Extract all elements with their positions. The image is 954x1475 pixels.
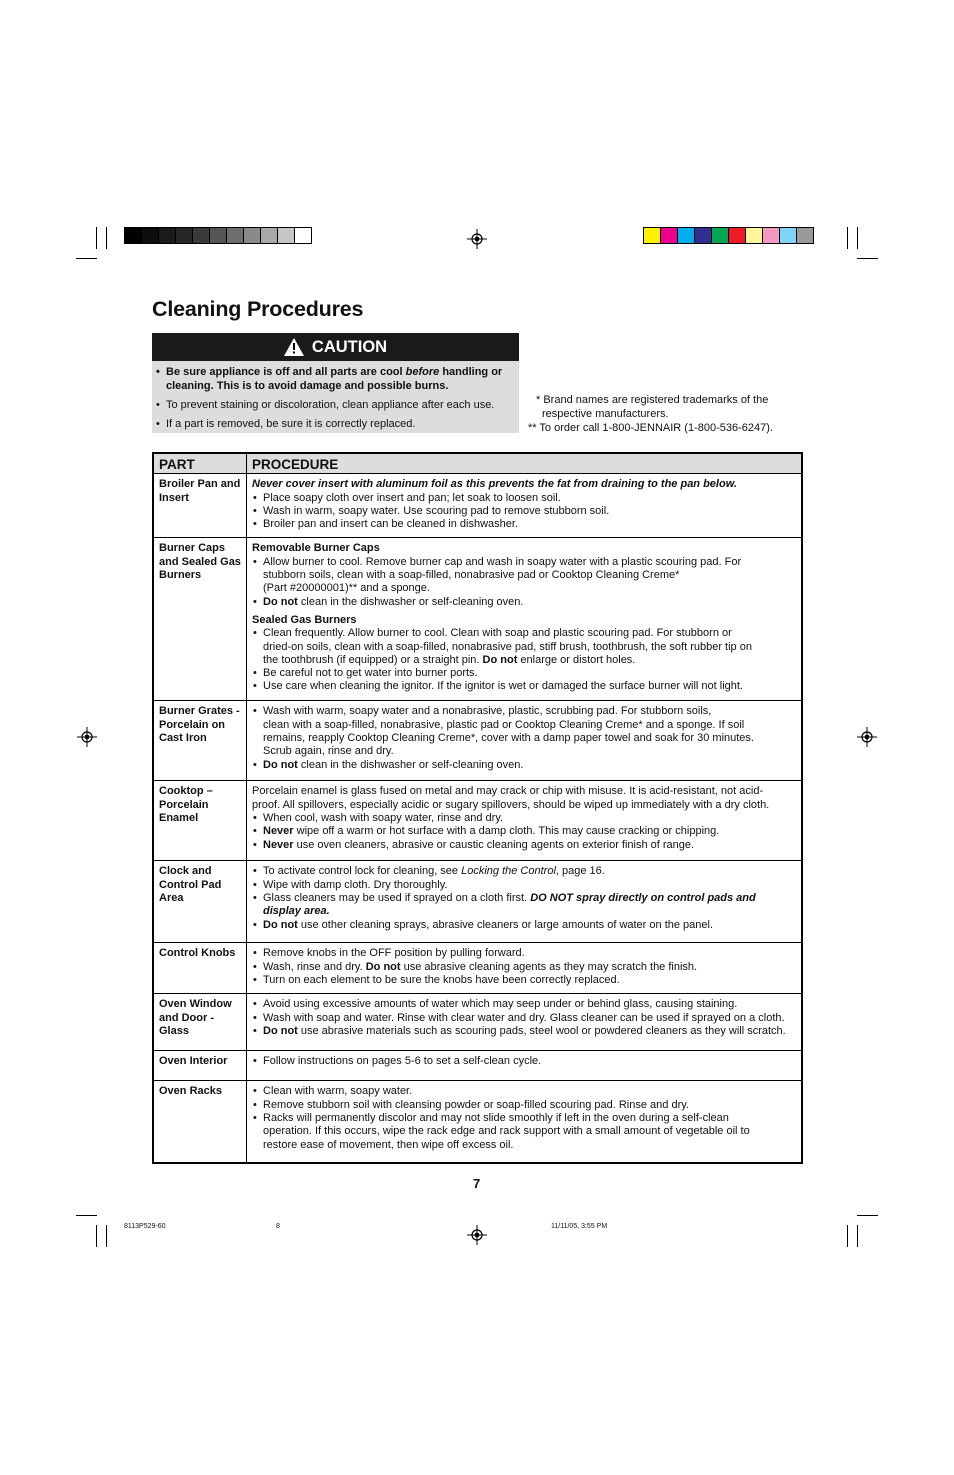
part-cell: Oven Racks [153,1081,247,1163]
table-row [153,701,802,781]
table-row [153,474,802,538]
color-swatch [779,227,797,244]
crop-mark [847,1225,848,1247]
procedure-cell: • Remove knobs in the OFF position by pulling forward. • Wash, rinse and dry. Do not use abrasive cleaning agents as they may scratch the finish. • Turn on each element to be sure the knobs have been correctly replaced. [247,943,803,994]
crop-mark [857,1215,878,1216]
color-swatch [711,227,729,244]
procedure-cell: • Follow instructions on pages 5-6 to set a self-clean cycle. [247,1051,803,1081]
procedure-cell: • Wash with warm, soapy water and a nonabrasive, plastic, scrubbing pad. For stubborn soils, clean with a soap-filled, nonabrasive, plastic pad or Cooktop Cleaning Creme* and a sponge. If soil remains, reapply Cooktop Cleaning Creme*, cover with a damp paper towel and soak for 30 minutes. Scrub again, rinse and dry. • Do not clean in the dishwasher or self-cleaning oven. [247,701,803,781]
color-swatch [209,227,227,244]
color-swatch [124,227,142,244]
color-swatch [728,227,746,244]
crop-mark [96,227,97,249]
table-row [153,1051,802,1081]
caution-item: • If a part is removed, be sure it is correctly replaced. [156,417,511,431]
crop-mark [106,1225,107,1247]
registration-mark-icon [857,727,877,747]
crop-mark [96,1225,97,1247]
color-swatch [694,227,712,244]
page-number: 7 [473,1176,481,1191]
trademark-note: * Brand names are registered trademarks of the respective manufacturers. [536,394,769,420]
part-cell: Clock and Control Pad Area [153,861,247,943]
part-cell: Control Knobs [153,943,247,994]
procedure-cell: Never cover insert with aluminum foil as this prevents the fat from draining to the pan below. • Place soapy cloth over insert and pan; let soak to loosen soil. • Wash in warm, soapy water. Use scouring pad to remove stubborn soil. • Broiler pan and insert can be cleaned in dishwasher. [247,474,803,538]
crop-mark [857,1225,858,1247]
color-swatch [277,227,295,244]
color-swatch [192,227,210,244]
color-swatch [158,227,176,244]
footer-timestamp: 11/11/05, 3:55 PM [551,1223,608,1230]
footer-job-id: 8113P529-60 [124,1223,166,1230]
page-title: Cleaning Procedures [152,297,364,321]
cleaning-procedures-table [152,452,803,1164]
color-swatch [294,227,312,244]
part-cell: Oven Interior [153,1051,247,1081]
color-swatch [243,227,261,244]
color-swatch [141,227,159,244]
caution-box [152,333,519,433]
crop-mark [76,258,97,259]
color-swatch [175,227,193,244]
part-cell: Oven Window and Door - Glass [153,994,247,1051]
caution-item: • Be sure appliance is off and all parts are cool before handling or cleaning. This is to avoid damage and possible burns. [156,365,511,393]
color-swatch [660,227,678,244]
table-row [153,943,802,994]
table-row [153,781,802,861]
table-row [153,861,802,943]
procedure-cell: Porcelain enamel is glass fused on metal and may crack or chip with misuse. It is acid-resistant, not acid- proof. All spillovers, especially acidic or sugary spillovers, should be wiped up immediately with a dry cloth. • When cool, wash with soapy water, rinse and dry. • Never wipe off a warm or hot surface with a damp cloth. This may cause cracking or chipping. • Never use oven cleaners, abrasive or caustic cleaning agents on exterior finish of range. [247,781,803,861]
registration-mark-icon [467,1225,487,1245]
caution-label: CAUTION [311,337,388,356]
procedure-cell: Removable Burner Caps • Allow burner to cool. Remove burner cap and wash in soapy water with a plastic scouring pad. For stubborn soils, clean with a soap-filled, nonabrasive pad or Cooktop Cleaning Creme* (Part #20000001)** and a sponge. • Do not clean in the dishwasher or self-cleaning oven. Sealed Gas Burners • Clean frequently. Allow burner to cool. Clean with soap and plastic scouring pad. For stubborn or dried-on soils, clean with a soap-filled, nonabrasive pad, stiff brush, toothbrush, the soft rubber tip on the toothbrush (if equipped) or a straight pin. Do not enlarge or distort holes. • Be careful not to get water into burner ports. • Use care when cleaning the ignitor. If the ignitor is wet or damaged the surface burner will not light. [247,538,803,701]
table-row [153,1081,802,1163]
crop-mark [76,1215,97,1216]
color-swatch [260,227,278,244]
registration-mark-icon [77,727,97,747]
procedure-cell: • To activate control lock for cleaning, see Locking the Control, page 16. • Wipe with damp cloth. Dry thoroughly. • Glass cleaners may be used if sprayed on a cloth first. DO NOT spray directly on control pads and display area. • Do not use other cleaning sprays, abrasive cleaners or large amounts of water on the panel. [247,861,803,943]
crop-mark [857,258,878,259]
table-row [153,538,802,701]
table-row [153,994,802,1051]
column-header-part: PART [153,453,247,474]
color-swatch [643,227,661,244]
color-swatch [762,227,780,244]
part-cell: Cooktop – Porcelain Enamel [153,781,247,861]
column-header-procedure: PROCEDURE [247,453,803,474]
crop-mark [857,227,858,249]
part-cell: Burner Caps and Sealed Gas Burners [153,538,247,701]
part-cell: Broiler Pan and Insert [153,474,247,538]
color-swatch [226,227,244,244]
color-swatch [796,227,814,244]
table-header-row [153,453,802,474]
footnotes [528,393,773,435]
part-cell: Burner Grates - Porcelain on Cast Iron [153,701,247,781]
warning-triangle-icon [284,338,304,356]
crop-mark [847,227,848,249]
caution-item: • To prevent staining or discoloration, clean appliance after each use. [156,398,511,412]
footer-page: 8 [276,1223,280,1230]
color-swatch [745,227,763,244]
caution-header [152,333,519,361]
caution-list [152,361,519,431]
procedure-cell: • Avoid using excessive amounts of water which may seep under or behind glass, causing staining. • Wash with soap and water. Rinse with clear water and dry. Glass cleaner can be used if sprayed on a cloth. • Do not use abrasive materials such as scouring pads, steel wool or powdered cleaners as they will scratch. [247,994,803,1051]
procedure-cell: • Clean with warm, soapy water. • Remove stubborn soil with cleansing powder or soap-filled scouring pad. Rinse and dry. • Racks will permanently discolor and may not slide smoothly if left in the oven during a self-clean operation. If this occurs, wipe the rack edge and rack support with a small amount of vegetable oil to restore ease of movement, then wipe off excess oil. [247,1081,803,1163]
color-swatch [677,227,695,244]
registration-mark-icon [467,229,487,249]
order-note: ** To order call 1-800-JENNAIR (1-800-536-6247). [528,422,773,434]
crop-mark [106,227,107,249]
